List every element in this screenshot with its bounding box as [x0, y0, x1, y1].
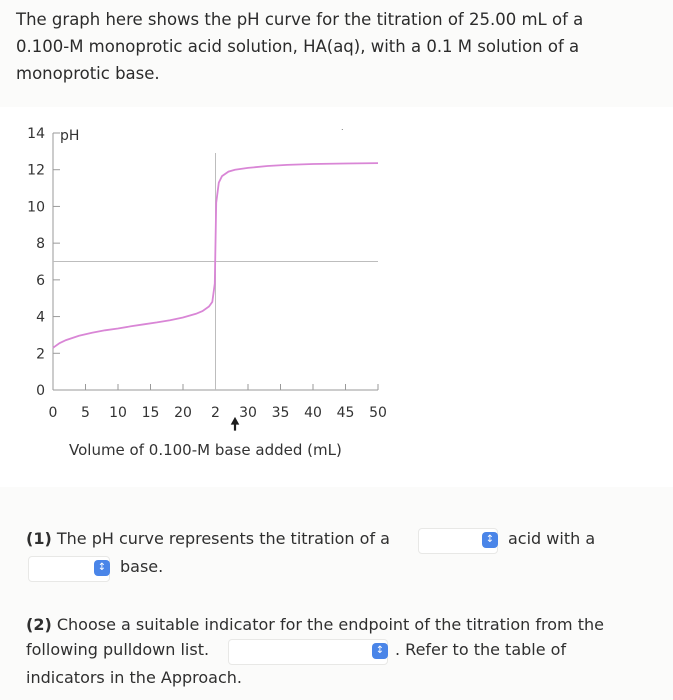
- stray-dot: .: [341, 123, 344, 132]
- y-axis-label: pH: [60, 128, 80, 144]
- y-tick-label: 0: [36, 383, 45, 399]
- y-tick-label: 4: [36, 309, 45, 326]
- question-2-line-1: [26, 611, 604, 639]
- y-tick-label: 14: [27, 126, 45, 142]
- x-tick-label: 30: [239, 405, 257, 421]
- x-tick-label: 40: [304, 405, 322, 421]
- question-2-number: (2): [26, 615, 52, 634]
- problem-line-2: 0.100-M monoprotic acid solution, HA(aq), with a 0.1 M solution of a: [16, 37, 580, 56]
- chevron-updown-icon[interactable]: ↕: [94, 560, 110, 576]
- question-2-text-a: Choose a suitable indicator for the endpoint of the titration from the: [51, 615, 604, 634]
- ph-titration-chart: [0, 107, 673, 487]
- x-tick-label: 35: [271, 405, 290, 421]
- chevron-updown-icon[interactable]: ↕: [372, 643, 388, 659]
- question-2-text-b: following pulldown list.: [26, 640, 210, 659]
- chevron-updown-icon[interactable]: ↕: [482, 532, 498, 548]
- y-tick-label: 8: [36, 236, 45, 253]
- question-1-text-a: The pH curve represents the titration of a: [51, 529, 390, 548]
- y-tick-label: 12: [27, 162, 45, 179]
- x-tick-label: 10: [109, 405, 127, 421]
- acid-strength-dropdown[interactable]: [418, 528, 498, 554]
- y-tick-label: 6: [36, 272, 45, 289]
- y-tick-label: 10: [27, 199, 45, 216]
- mouse-pointer-icon: [228, 415, 242, 433]
- graph-panel: [0, 107, 673, 487]
- question-2-text-c: . Refer to the table of: [395, 640, 567, 659]
- question-1-line-1: [26, 525, 390, 553]
- y-tick-label: 2: [36, 346, 45, 363]
- x-tick-label: 50: [369, 405, 387, 421]
- problem-line-1: The graph here shows the pH curve for the titration of 25.00 mL of a: [16, 10, 584, 29]
- tick-labels: [27, 126, 387, 421]
- problem-statement: [16, 6, 656, 87]
- x-tick-label: 2: [211, 405, 220, 421]
- base-strength-dropdown[interactable]: [28, 556, 110, 582]
- x-tick-label: 5: [81, 405, 90, 421]
- x-axis-label: Volume of 0.100-M base added (mL): [69, 441, 342, 459]
- x-tick-label: 45: [336, 405, 355, 421]
- question-1-text-b: acid with a: [508, 529, 596, 548]
- problem-line-3: monoprotic base.: [16, 64, 160, 83]
- x-tick-label: 15: [141, 405, 160, 421]
- x-tick-label: 20: [174, 405, 192, 421]
- question-1-number: (1): [26, 529, 52, 548]
- indicator-dropdown[interactable]: [228, 639, 388, 665]
- x-tick-label: 0: [48, 405, 58, 421]
- question-2-text-d: indicators in the Approach.: [26, 668, 242, 687]
- question-1-text-c: base.: [120, 557, 164, 576]
